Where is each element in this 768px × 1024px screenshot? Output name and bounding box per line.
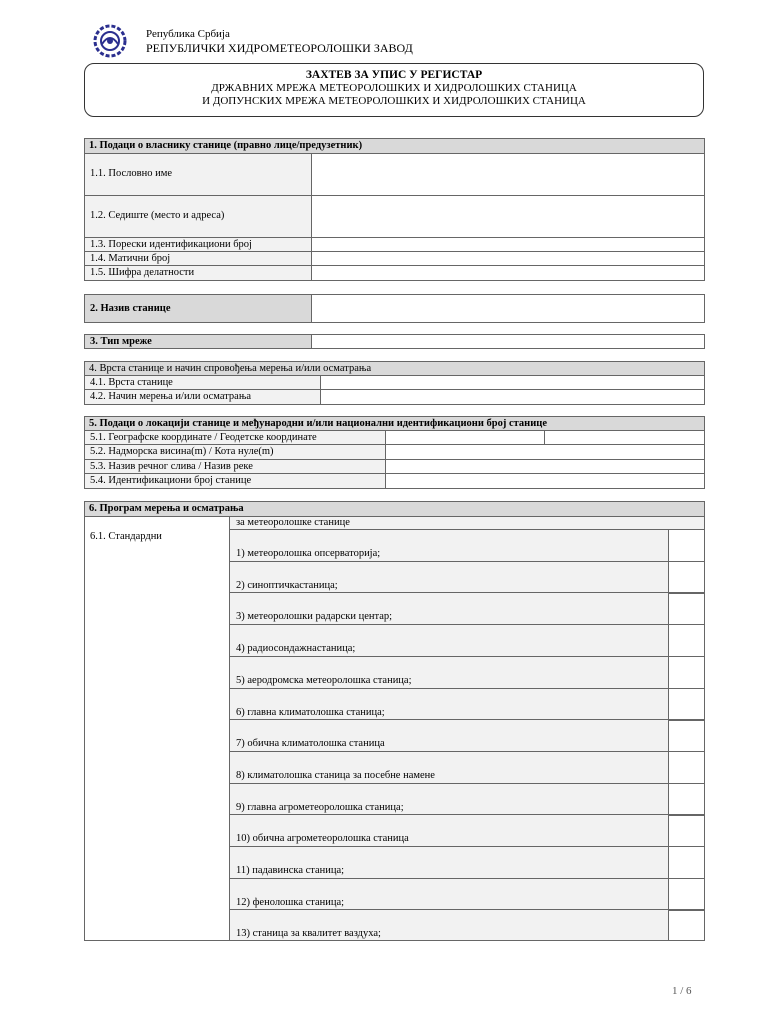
form-subtitle-1: ДРЖАВНИХ МРЕЖА МЕТЕОРОЛОШКИХ И ХИДРОЛОШКИХ СТАНИЦА (211, 82, 577, 94)
section6-header: 6. Програм мерења и осматрања (84, 501, 705, 517)
section5-label-coords: 5.1. Географске координате / Геодетске координате (84, 430, 386, 445)
measurement-method-field[interactable] (320, 389, 705, 405)
section1-label-reg: 1.4. Матични број (84, 251, 312, 266)
program-item-checkbox[interactable] (668, 814, 705, 847)
seat-field[interactable] (311, 195, 705, 238)
program-item (229, 846, 669, 879)
program-item-label: 8) климатолошка станица за посебне намене (236, 770, 435, 781)
program-item (229, 688, 669, 721)
altitude-field[interactable] (385, 444, 705, 460)
section1-label-seat: 1.2. Седиште (место и адреса) (84, 195, 312, 238)
program-item-checkbox[interactable] (668, 909, 705, 941)
network-type-field[interactable] (311, 334, 705, 349)
station-type-field[interactable] (320, 375, 705, 390)
activity-code-field[interactable] (311, 265, 705, 281)
program-item-checkbox[interactable] (668, 751, 705, 784)
form-title: ЗАХТЕВ ЗА УПИС У РЕГИСТАР (305, 69, 483, 81)
program-item-label: 13) станица за квалитет ваздуха; (236, 928, 381, 939)
program-item (229, 561, 669, 594)
section4-label-method: 4.2. Начин мерења и/или осматрања (84, 389, 321, 405)
program-item-checkbox[interactable] (668, 846, 705, 879)
program-item-label: 2) синоптичкастаница; (236, 580, 338, 591)
business-name-field[interactable] (311, 153, 705, 196)
program-item (229, 592, 669, 625)
section5-label-altitude: 5.2. Надморска висина(m) / Кота нуле(m) (84, 444, 386, 460)
section4-header: 4. Врста станице и начин спровођења мерења и/или осматрања (84, 361, 705, 376)
program-item-checkbox[interactable] (668, 624, 705, 657)
program-item-label: 10) обична агрометеоролошка станица (236, 833, 409, 844)
header-institute: РЕПУБЛИЧКИ ХИДРОМЕТЕОРОЛОШКИ ЗАВОД (146, 41, 413, 55)
program-item-checkbox[interactable] (668, 878, 705, 911)
program-item (229, 751, 669, 784)
section4-label-type: 4.1. Врста станице (84, 375, 321, 390)
station-id-field[interactable] (385, 473, 705, 489)
program-item-checkbox[interactable] (668, 561, 705, 594)
program-item-label: 9) главна агрометеоролошка станица; (236, 802, 404, 813)
program-item-checkbox[interactable] (668, 529, 705, 562)
section1-label-name: 1.1. Пословно име (84, 153, 312, 196)
program-item-label: 4) радиосондажнастаница; (236, 643, 356, 654)
station-name-field[interactable] (311, 294, 705, 323)
program-item-label: 6) главна климатолошка станица; (236, 707, 385, 718)
program-item-checkbox[interactable] (668, 688, 705, 721)
section5-label-basin: 5.3. Назив речног слива / Назив реке (84, 459, 386, 474)
registration-number-field[interactable] (311, 251, 705, 266)
geodetic-coords-field[interactable] (544, 430, 705, 445)
section2-label: 2. Назив станице (84, 294, 312, 323)
program-item (229, 909, 669, 941)
section1-header: 1. Подаци о власнику станице (правно лице/предузетник) (84, 138, 705, 154)
section6-group-label: 6.1. Стандардни (84, 516, 230, 941)
program-item-label: 1) метеоролошка опсерваторија; (236, 548, 381, 559)
form-subtitle-2: И ДОПУНСКИХ МРЕЖА МЕТЕОРОЛОШКИХ И ХИДРОЛОШКИХ СТАНИЦА (202, 95, 586, 107)
geo-coords-field[interactable] (385, 430, 545, 445)
program-item (229, 783, 669, 816)
section6-subheader: за метеоролошке станице (229, 516, 705, 530)
section1-label-tax: 1.3. Порески идентификациони број (84, 237, 312, 252)
program-item-checkbox[interactable] (668, 719, 705, 752)
program-item (229, 656, 669, 689)
section5-label-id: 5.4. Идентификациони број станице (84, 473, 386, 489)
rhmz-logo (90, 24, 134, 58)
program-item (229, 878, 669, 911)
program-item-checkbox[interactable] (668, 783, 705, 816)
program-item-checkbox[interactable] (668, 656, 705, 689)
header-republic: Република Србија (146, 28, 230, 40)
program-item-label: 11) падавинска станица; (236, 865, 345, 876)
program-item-label: 3) метеоролошки радарски центар; (236, 611, 393, 622)
section1-label-activity: 1.5. Шифра делатности (84, 265, 312, 281)
program-item-label: 7) обична климатолошка станица (236, 738, 385, 749)
section5-header: 5. Подаци о локацији станице и међународни и/или национални идентификациони број станице (84, 416, 705, 431)
program-item-label: 5) аеродромска метеоролошка станица; (236, 675, 412, 686)
tax-id-field[interactable] (311, 237, 705, 252)
page-number: 1 / 6 (672, 985, 692, 997)
program-item (229, 814, 669, 847)
river-basin-field[interactable] (385, 459, 705, 474)
section3-label: 3. Тип мреже (84, 334, 312, 349)
program-item-label: 12) фенолошка станица; (236, 897, 345, 908)
program-item (229, 529, 669, 562)
program-item (229, 719, 669, 752)
program-item-checkbox[interactable] (668, 592, 705, 625)
program-item (229, 624, 669, 657)
